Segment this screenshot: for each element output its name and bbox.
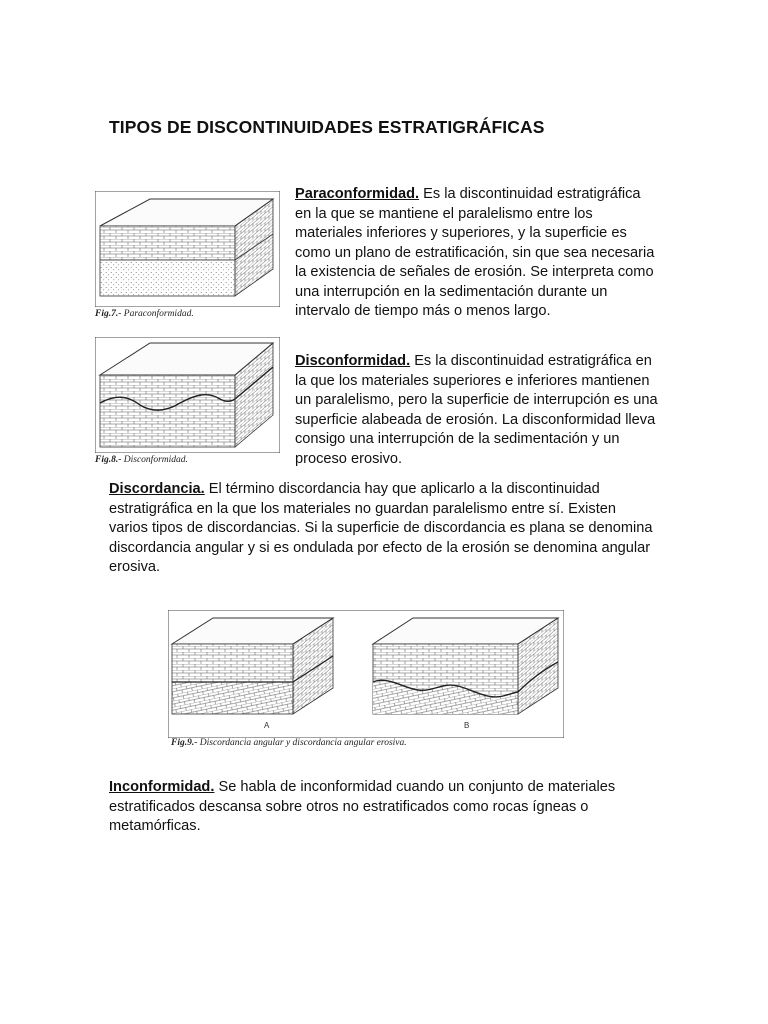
figure-disconformidad — [95, 337, 280, 453]
paragraph-disconformidad — [295, 352, 660, 469]
figure-caption-fig8 — [95, 455, 188, 465]
definition-paraconformidad: Es la discontinuidad estratigráfica en la que se mantiene el paralelismo entre los materiales inferiores y superiores, y la superficie es como un plano de estratificación, sin que sea necesaria la existencia de señales de erosión. Se interpreta como una interrupción en la sedimentación durante un intervalo de tiempo más o menos largo. — [295, 186, 655, 319]
figure-number: Fig.9.- — [171, 738, 198, 748]
figure-number: Fig.8.- — [95, 455, 122, 465]
term-disconformidad: Disconformidad. — [295, 353, 411, 369]
figure-caption-fig9 — [171, 738, 407, 748]
figure-discordancia — [168, 610, 564, 738]
block-diagram-disconformidad — [95, 337, 280, 453]
paragraph-inconformidad — [109, 778, 654, 837]
paragraph-paraconformidad — [295, 185, 660, 322]
definition-disconformidad: Es la discontinuidad estratigráfica en la que los materiales superiores e inferiores mantienen un paralelismo, pero la superficie de interrupción es una superficie alabeada de erosión. La disconformidad lleva consigo una interrupción de la sedimentación y un proceso erosivo. — [295, 353, 658, 467]
block-b — [373, 618, 558, 730]
figure-caption-text: Paraconformidad. — [121, 309, 194, 319]
block-diagram-paraconformidad — [95, 191, 280, 307]
figure-label-a: A — [264, 721, 270, 730]
figure-caption-text: Discordancia angular y discordancia angular erosiva. — [197, 738, 407, 748]
figure-label-b: B — [464, 721, 470, 730]
definition-discordancia: El término discordancia hay que aplicarlo a la discontinuidad estratigráfica en la que los materiales no guardan paralelismo entre sí. Existen varios tipos de discordancias. Si la superficie de discordancia es plana se denomina discordancia angular y si es ondulada por efecto de la erosión se denomina angular erosiva. — [109, 481, 653, 575]
term-inconformidad: Inconformidad. — [109, 779, 215, 795]
figure-caption-fig7 — [95, 309, 194, 319]
paragraph-discordancia — [109, 480, 654, 578]
block-a — [172, 618, 333, 730]
definition-inconformidad: Se habla de inconformidad cuando un conjunto de materiales estratificados descansa sobre otros no estratificados como rocas ígneas o metamórficas. — [109, 779, 616, 834]
term-discordancia: Discordancia. — [109, 481, 205, 497]
term-paraconformidad: Paraconformidad. — [295, 186, 420, 202]
figure-paraconformidad — [95, 191, 280, 307]
figure-number: Fig.7.- — [95, 309, 122, 319]
figure-caption-text: Disconformidad. — [121, 455, 188, 465]
block-diagrams-discordancia — [168, 610, 564, 738]
page-title: TIPOS DE DISCONTINUIDADES ESTRATIGRÁFICAS — [109, 117, 545, 137]
